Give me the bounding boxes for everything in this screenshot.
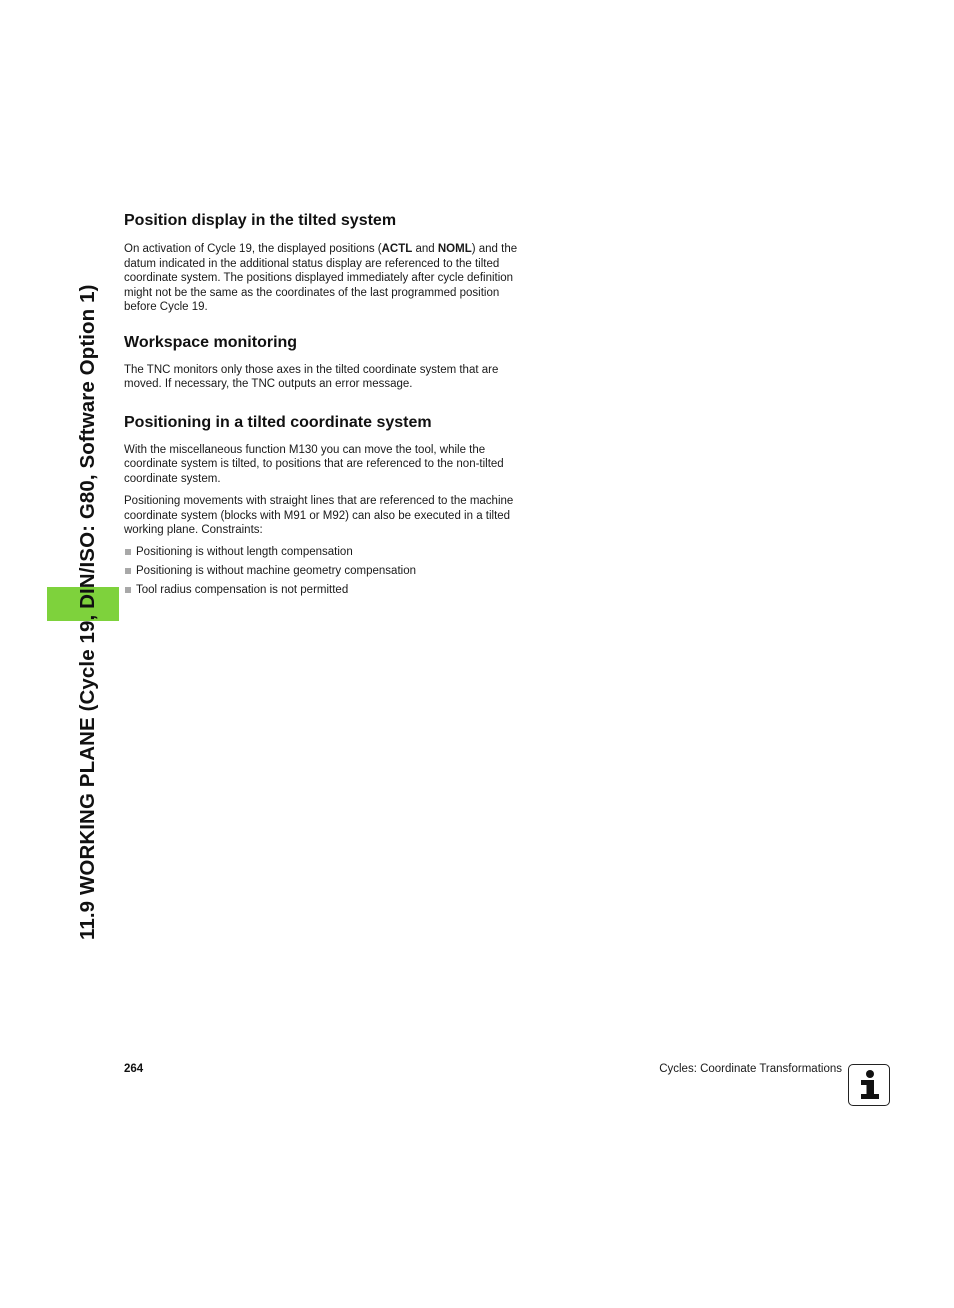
list-item-text: Positioning is without length compensation [136,545,353,558]
section-heading-positioning-tilted: Positioning in a tilted coordinate system [124,413,432,431]
square-bullet-icon [125,549,131,555]
square-bullet-icon [125,568,131,574]
constraints-list [124,545,524,598]
list-item [124,583,524,598]
section-paragraph-workspace-monitoring: The TNC monitors only those axes in the tilted coordinate system that are moved. If necessary, the TNC outputs an error message. [124,363,499,390]
list-item-text: Tool radius compensation is not permitted [136,583,349,596]
paragraph-text: On activation of Cycle 19, the displayed positions ( [124,243,382,255]
list-item [124,564,524,579]
info-icon [848,1064,890,1106]
info-glyph [849,1065,888,1104]
chapter-footer-title: Cycles: Coordinate Transformations [659,1063,842,1075]
square-bullet-icon [125,587,131,593]
section-paragraph-m130: With the miscellaneous function M130 you can move the tool, while the coordinate system is tilted, to positions that are referenced to the non-tilted coordinate system. [124,443,504,485]
actl-term: ACTL [381,243,413,255]
section-paragraph-constraints: Positioning movements with straight lines that are referenced to the machine coordinate system (blocks with M91 or M92) can also be executed in a tilted working plane. Constraints: [124,495,514,536]
noml-term: NOML [437,243,472,255]
side-chapter-title: 11.9 WORKING PLANE (Cycle 19, DIN/ISO: G80, Software Option 1) [76,284,99,940]
paragraph-text: and [412,243,438,255]
section-paragraph-position-display [124,242,524,315]
page-number: 264 [124,1063,144,1075]
section-heading-position-display: Position display in the tilted system [124,212,397,229]
list-item-text: Positioning is without machine geometry compensation [136,564,416,577]
section-heading-workspace-monitoring: Workspace monitoring [124,333,298,351]
list-item [124,545,524,560]
paragraph-text: ) and the datum indicated in the additional status display are referenced to the tilted coordinate system. The positions displayed immediately after cycle definition might not be the same as the coordinates of the last programmed position before Cycle 19. [124,243,518,313]
main-content [124,210,524,602]
side-chapter-title-container [68,213,108,940]
